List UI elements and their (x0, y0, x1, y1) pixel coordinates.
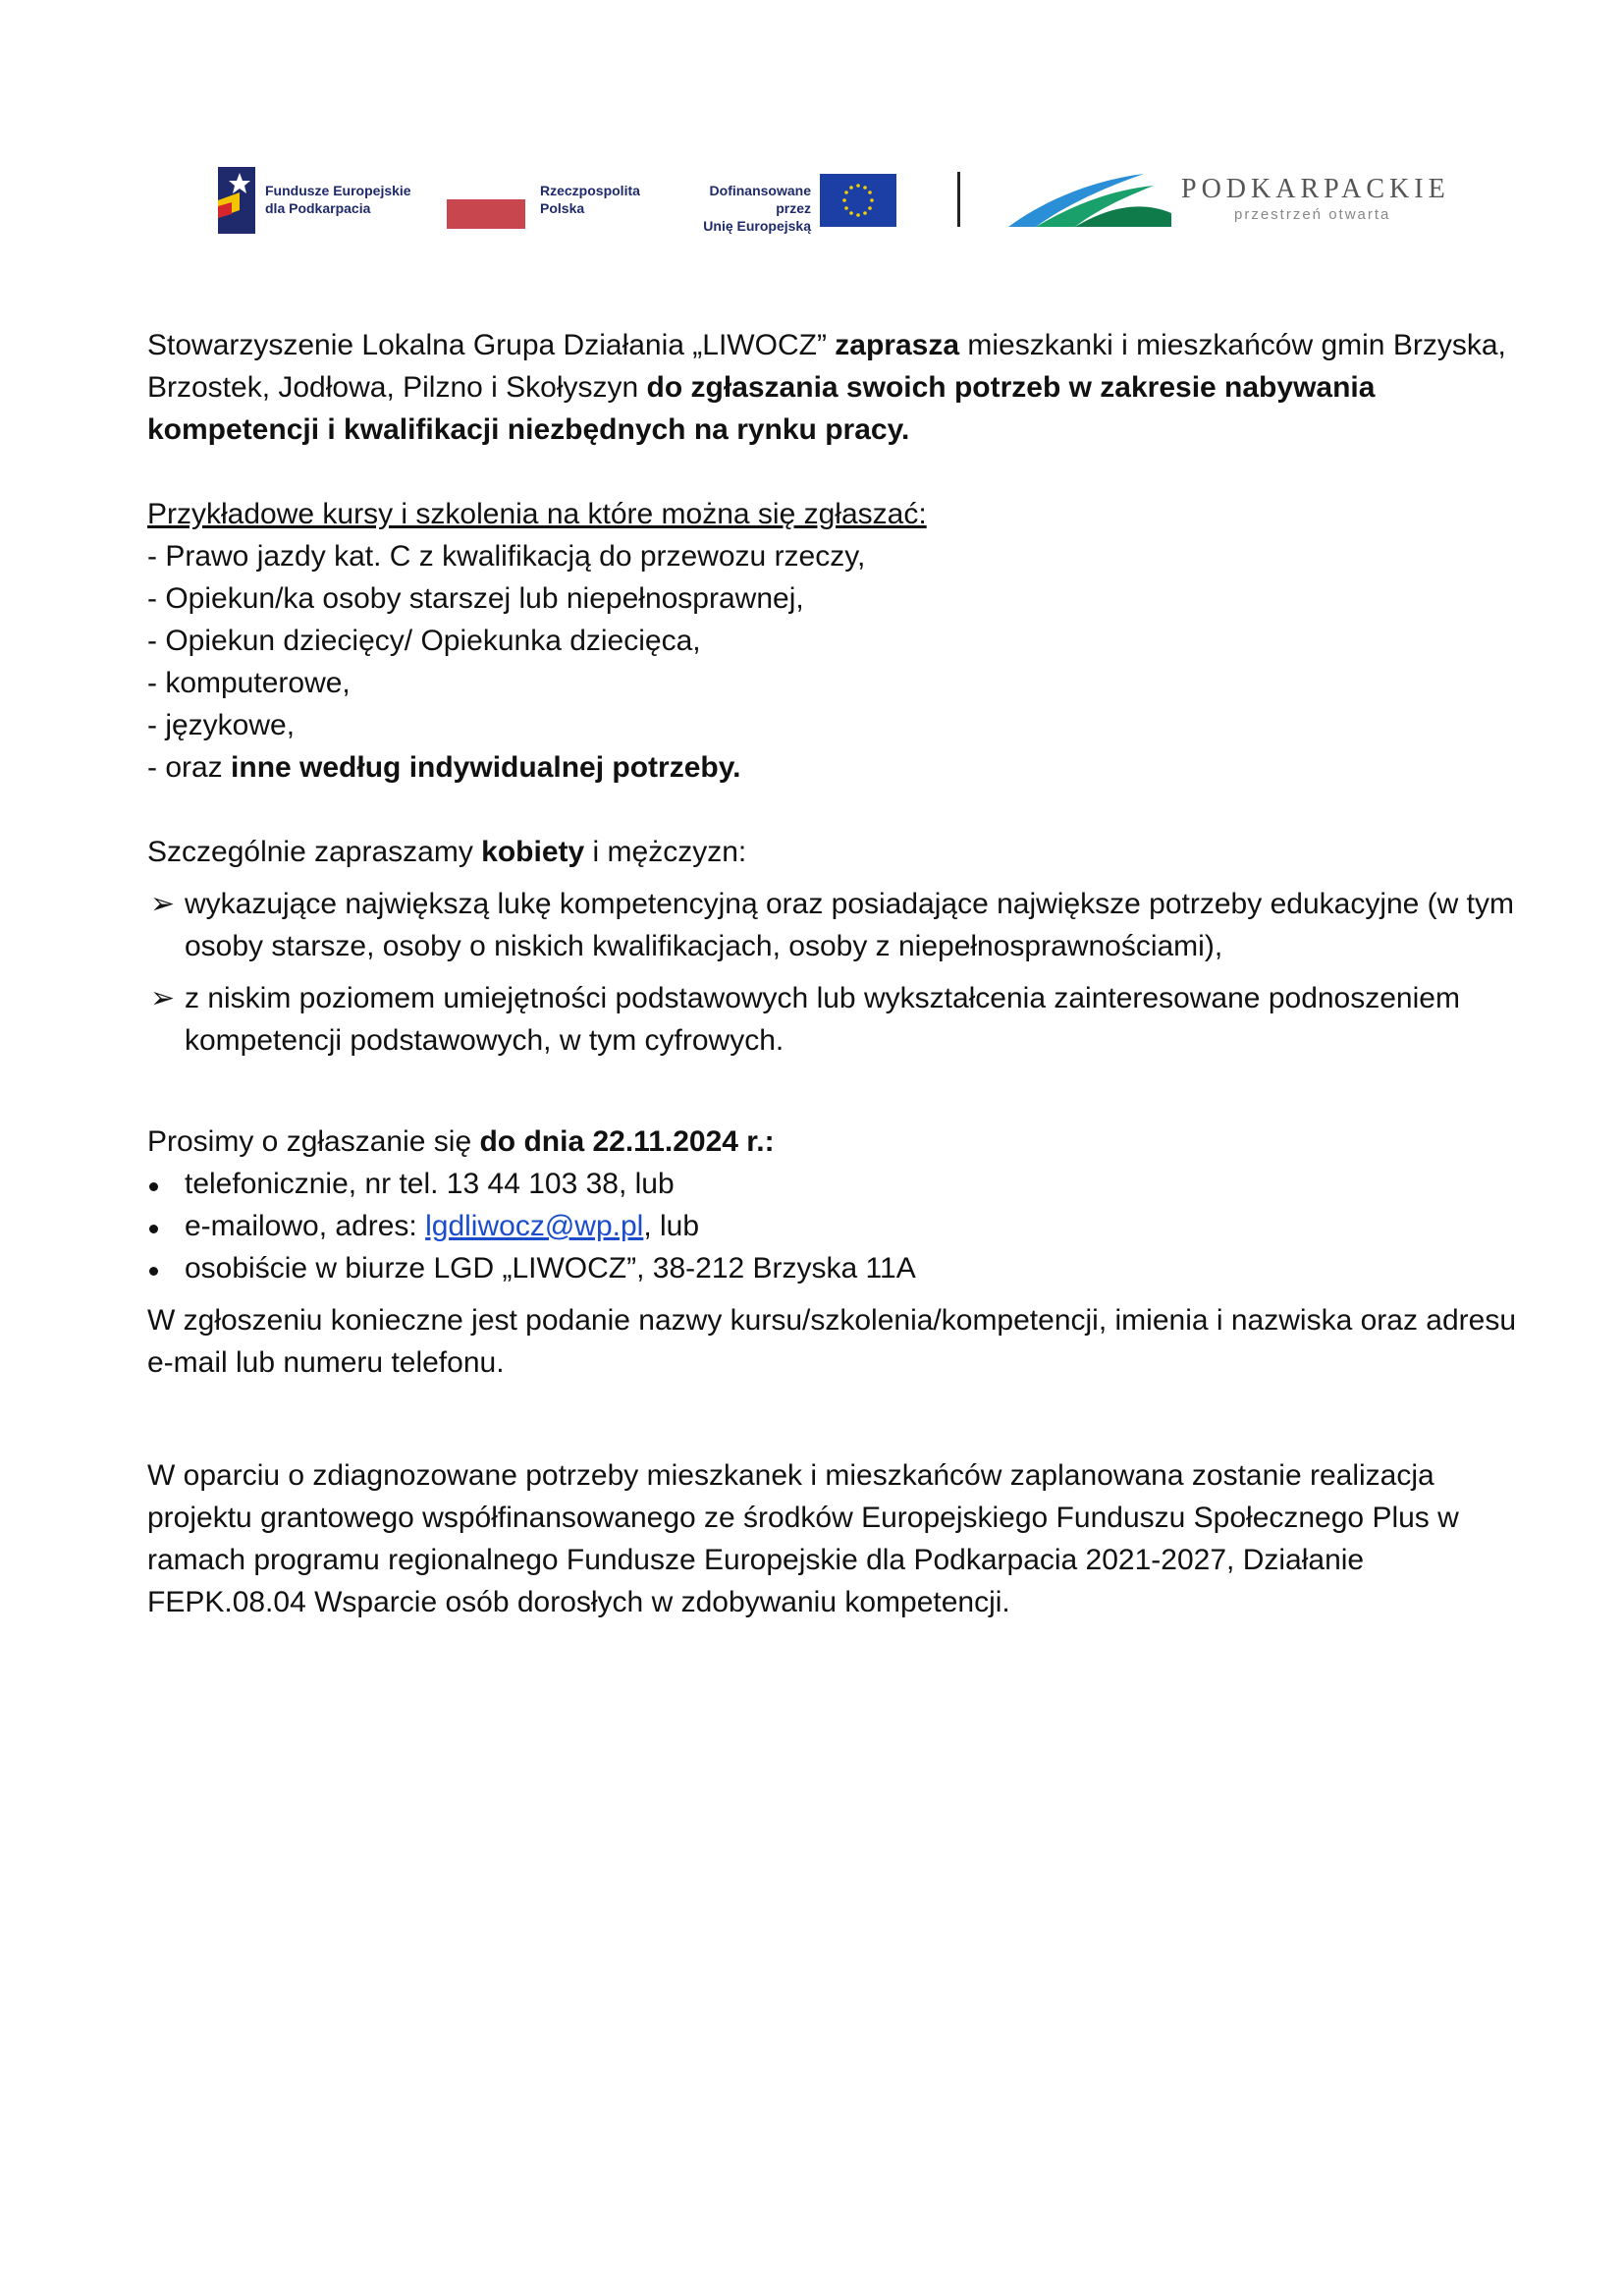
course-last-prefix: - oraz (147, 751, 232, 784)
fundusze-europejskie-logo (216, 162, 432, 236)
target-group-text: wykazujące największą lukę kompetencyjną oraz posiadające największe potrzeby edukacyjne (w tym osoby starsze, osoby o niskich kwalifikacjach, osoby z niepełnosprawnościami), (185, 888, 1514, 962)
podkarpackie-wave-icon (1006, 170, 1173, 231)
rp-line-1: Rzeczpospolita (540, 183, 640, 198)
rzeczpospolita-polska-logo (447, 162, 643, 236)
courses-heading: Przykładowe kursy i szkolenia na które można się zgłaszać: (147, 498, 927, 530)
rp-line-2: Polska (540, 200, 585, 216)
office-text: osobiście w biurze LGD „LIWOCZ”, 38-212 Brzyska 11A (185, 1252, 916, 1285)
deadline-text: Prosimy o zgłaszanie się (147, 1125, 480, 1158)
fe-line-2: dla Podkarpacia (265, 200, 371, 216)
announcement-body (147, 324, 1522, 1623)
bullet-dot-icon (149, 1225, 158, 1233)
closing-paragraph: W oparciu o zdiagnozowane potrzeby mieszkanek i mieszkańców zaplanowana zostanie realizacja projektu grantowego współfinansowanego ze środków Europejskiego Funduszu Społecznego Plus w ramach programu regionalnego Fundusze Europejskie dla Podkarpacia 2021-2027, Działanie FEPK.08.04 Wsparcie osób dorosłych w zdobywaniu kompetencji. (147, 1459, 1459, 1618)
arrow-bullet-icon: ➢ (150, 982, 176, 1014)
course-item: - językowe, (147, 709, 296, 741)
arrow-bullet-icon: ➢ (150, 888, 176, 920)
course-item: - Opiekun/ka osoby starszej lub niepełnosprawnej, (147, 582, 804, 615)
email-link[interactable]: lgdliwocz@wp.pl (425, 1210, 644, 1242)
target-group-item (147, 883, 1522, 967)
polish-flag-icon (447, 199, 525, 229)
unia-europejska-logo (671, 162, 926, 236)
eu-flag-icon (820, 174, 896, 227)
target-group-item (147, 977, 1522, 1062)
intro-text-1: Stowarzyszenie Lokalna Grupa Działania „LIWOCZ” (147, 329, 836, 361)
contact-method-phone (147, 1163, 1522, 1205)
invite-text-2: i mężczyzn: (584, 836, 747, 868)
course-item: - Opiekun dziecięcy/ Opiekunka dziecięca, (147, 625, 701, 657)
fundusze-europejskie-mark-icon (218, 167, 255, 234)
intro-bold-2: do zgłaszania swoich potrzeb w zakresie nabywania kompetencji i kwalifikacji niezbędnych na rynku pracy. (147, 371, 1376, 446)
logo-divider (957, 172, 960, 227)
course-item: - Prawo jazdy kat. C z kwalifikacją do przewozu rzeczy, (147, 540, 866, 573)
intro-text-2: mieszkanki i mieszkańców gmin Brzyska, Brzostek, Jodłowa, Pilzno i Skołyszyn (147, 329, 1506, 404)
invite-bold: kobiety (481, 836, 585, 868)
invite-text-1: Szczególnie zapraszamy (147, 836, 482, 868)
contact-method-office (147, 1247, 1522, 1289)
course-item-other (147, 746, 1522, 789)
contact-method-email (147, 1205, 1522, 1247)
podkarpackie-name: PODKARPACKIE (1181, 174, 1450, 204)
email-prefix: e-mailowo, adres: (185, 1210, 426, 1242)
ue-line-1: Dofinansowane przez (709, 183, 811, 216)
target-group-text: z niskim poziomem umiejętności podstawowych lub wykształcenia zainteresowane podnoszeniem kompetencji podstawowych, w tym cyfrowych. (185, 982, 1460, 1057)
phone-text: telefonicznie, nr tel. 13 44 103 38, lub (185, 1168, 675, 1200)
intro-bold-1: zaprasza (835, 329, 960, 361)
course-last-bold: inne według indywidualnej potrzeby. (231, 751, 741, 784)
bullet-dot-icon (149, 1267, 158, 1276)
deadline-paragraph (147, 1121, 1522, 1163)
email-suffix: , lub (643, 1210, 700, 1242)
requirement-paragraph: W zgłoszeniu konieczne jest podanie nazwy kursu/szkolenia/kompetencji, imienia i nazwiska oraz adresu e-mail lub numeru telefonu. (147, 1304, 1517, 1379)
ue-line-2: Unię Europejską (703, 218, 811, 234)
bullet-dot-icon (149, 1182, 158, 1191)
invite-paragraph (147, 831, 1522, 873)
fe-line-1: Fundusze Europejskie (265, 183, 411, 198)
deadline-date: do dnia 22.11.2024 r.: (479, 1125, 775, 1158)
funding-logos-bar (216, 162, 1453, 241)
course-item: - komputerowe, (147, 667, 351, 699)
intro-paragraph (147, 324, 1522, 451)
podkarpackie-tagline: przestrzeń otwarta (1234, 206, 1391, 223)
podkarpackie-logo (1006, 162, 1458, 236)
